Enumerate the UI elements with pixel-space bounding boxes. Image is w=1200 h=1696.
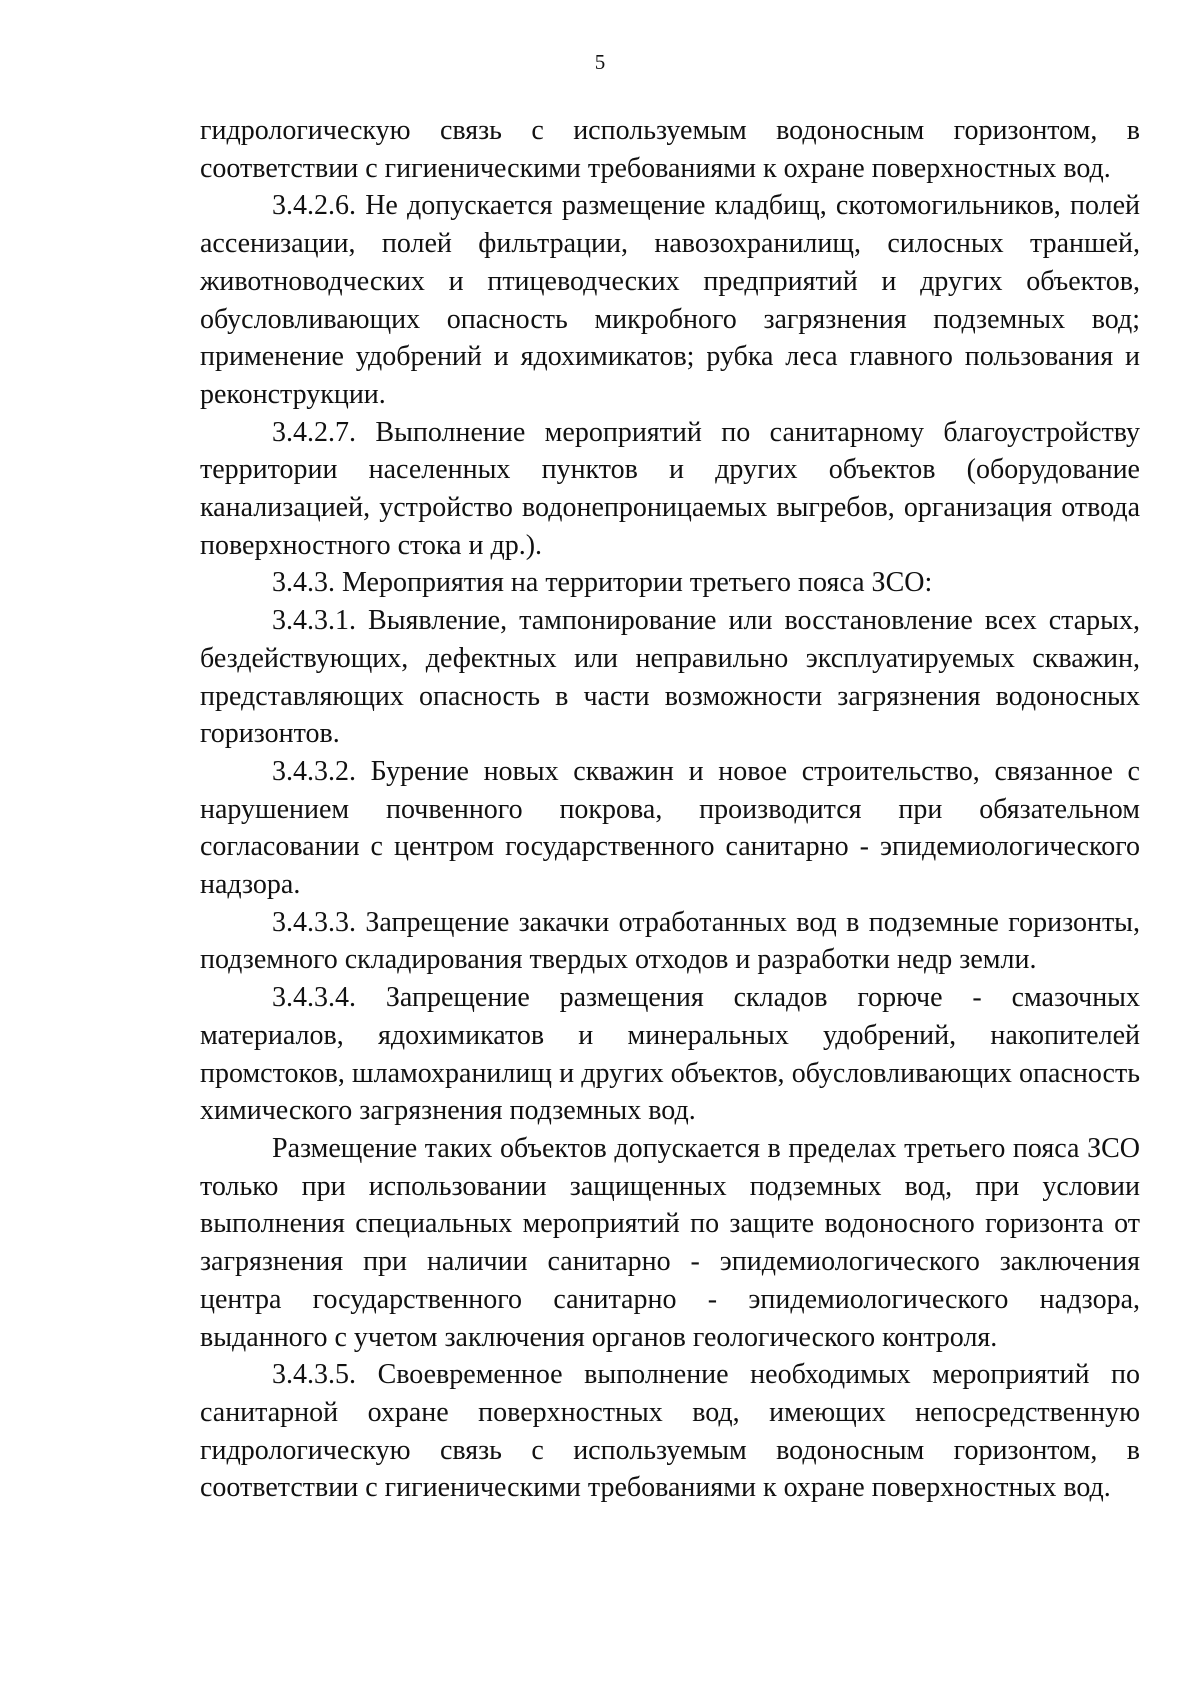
paragraph-3-4-3-1: 3.4.3.1. Выявление, тампонирование или восстановление всех старых, бездействующих, дефектных или неправильно эксплуатируемых скважин, представляющих опасность в части возможности загрязнения водоносных горизонтов. xyxy=(200,605,1140,750)
body-text xyxy=(200,112,1140,1507)
paragraph-placement-conditions: Размещение таких объектов допускается в пределах третьего пояса ЗСО только при использовании защищенных подземных вод, при условии выполнения специальных мероприятий по защите водоносного горизонта от загрязнения при наличии санитарно - эпидемиологического заключения центра государственного санитарно - эпидемиологического надзора, выданного с учетом заключения органов геологического контроля. xyxy=(200,1132,1140,1353)
paragraph-3-4-3-3: 3.4.3.3. Запрещение закачки отработанных вод в подземные горизонты, подземного складирования твердых отходов и разработки недр земли. xyxy=(200,906,1140,976)
paragraph-3-4-3: 3.4.3. Мероприятия на территории третьего пояса ЗСО: xyxy=(272,567,933,599)
paragraph-continuation: гидрологическую связь с используемым водоносным горизонтом, в соответствии с гигиеническими требованиями к охране поверхностных вод. xyxy=(200,115,1140,184)
paragraph-3-4-3-2: 3.4.3.2. Бурение новых скважин и новое строительство, связанное с нарушением почвенного покрова, производится при обязательном согласовании с центром государственного санитарно - эпидемиологического надзора. xyxy=(200,755,1140,901)
paragraph-3-4-2-7: 3.4.2.7. Выполнение мероприятий по санитарному благоустройству территории населенных пунктов и других объектов (оборудование канализацией, устройство водонепроницаемых выгребов, организация отвода поверхностного стока и др.). xyxy=(200,416,1140,561)
paragraph-3-4-3-4: 3.4.3.4. Запрещение размещения складов горюче - смазочных материалов, ядохимикатов и минеральных удобрений, накопителей промстоков, шламохранилищ и других объектов, обусловливающих опасность химического загрязнения подземных вод. xyxy=(200,982,1140,1127)
paragraph-3-4-3-5: 3.4.3.5. Своевременное выполнение необходимых мероприятий по санитарной охране поверхностных вод, имеющих непосредственную гидрологическую связь с используемым водоносным горизонтом, в соответствии с гигиеническими требованиями к охране поверхностных вод. xyxy=(200,1359,1140,1504)
paragraph-3-4-2-6: 3.4.2.6. Не допускается размещение кладбищ, скотомогильников, полей ассенизации, полей фильтрации, навозохранилищ, силосных траншей, животноводческих и птицеводческих предприятий и других объектов, обусловливающих опасность микробного загрязнения подземных вод; применение удобрений и ядохимикатов; рубка леса главного пользования и реконструкции. xyxy=(200,190,1140,410)
page-number: 5 xyxy=(594,50,606,74)
